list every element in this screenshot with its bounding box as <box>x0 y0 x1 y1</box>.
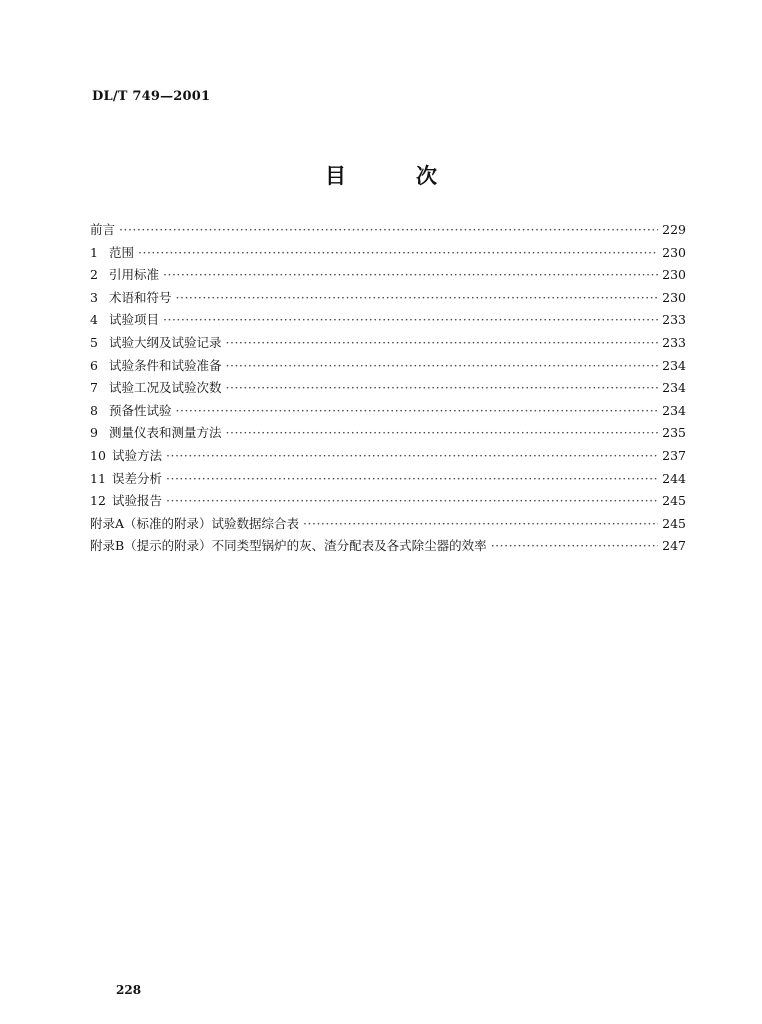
toc-entry-number: 9 <box>90 425 98 441</box>
leader-dots <box>226 355 658 378</box>
leader-dots <box>119 219 658 242</box>
toc-entry-page: 233 <box>662 334 686 350</box>
toc-entry-number: 10 <box>90 447 106 463</box>
toc-entry-page: 237 <box>662 447 686 463</box>
toc-entry-4[interactable] <box>90 309 686 332</box>
toc-entry-number: 7 <box>90 380 98 396</box>
toc-entry-page: 247 <box>662 538 686 554</box>
toc-entry-2[interactable] <box>90 264 686 287</box>
toc-entry-appendix-b[interactable] <box>90 535 686 558</box>
leader-dots <box>491 535 658 558</box>
toc-entry-page: 230 <box>662 244 686 260</box>
toc-entry-label: 术语和符号 <box>109 289 172 305</box>
toc-entry-number: 3 <box>90 289 98 305</box>
toc-entry-page: 229 <box>662 222 686 237</box>
toc-entry-label: 试验报告 <box>112 493 163 509</box>
toc-entry-foreword[interactable] <box>90 219 686 242</box>
leader-dots <box>166 445 658 468</box>
leader-dots <box>303 513 658 536</box>
toc-entry-number: 12 <box>90 493 106 509</box>
toc-entry-label: 试验方法 <box>112 447 163 463</box>
document-code: DL/T 749—2001 <box>92 89 211 104</box>
toc-entry-label: 误差分析 <box>112 470 163 486</box>
toc-entry-label: 前言 <box>90 222 116 237</box>
toc-entry-number: 1 <box>90 244 98 260</box>
toc-entry-page: 234 <box>662 402 686 418</box>
toc-entry-3[interactable] <box>90 287 686 310</box>
toc-entry-11[interactable] <box>90 468 686 491</box>
toc-entry-label: 测量仪表和测量方法 <box>109 425 222 441</box>
leader-dots <box>163 264 658 287</box>
toc-entry-8[interactable] <box>90 400 686 423</box>
toc-entry-label: 试验大纲及试验记录 <box>109 334 222 350</box>
toc-entry-page: 245 <box>662 515 686 531</box>
page-number: 228 <box>116 983 142 997</box>
toc-entry-label: 试验条件和试验准备 <box>109 357 222 373</box>
toc-entry-1[interactable] <box>90 242 686 265</box>
toc-entry-label: 范围 <box>109 244 135 260</box>
leader-dots <box>166 490 658 513</box>
leader-dots <box>226 422 658 445</box>
toc-entry-number: 4 <box>90 312 98 328</box>
toc-entry-number: 2 <box>90 267 98 283</box>
toc-entry-page: 233 <box>662 312 686 328</box>
leader-dots <box>163 309 658 332</box>
toc-entry-label: 试验工况及试验次数 <box>109 380 222 396</box>
toc-entry-page: 235 <box>662 425 686 441</box>
leader-dots <box>166 468 658 491</box>
toc-entry-page: 244 <box>662 470 686 486</box>
toc-entry-7[interactable] <box>90 377 686 400</box>
toc-entry-label: 附录A（标准的附录）试验数据综合表 <box>90 515 300 531</box>
toc-entry-number: 5 <box>90 334 98 350</box>
toc-entry-label: 试验项目 <box>109 312 160 328</box>
toc-entry-number: 8 <box>90 402 98 418</box>
leader-dots <box>226 377 658 400</box>
toc-entry-page: 230 <box>662 267 686 283</box>
leader-dots <box>226 332 658 355</box>
title-part-1: 目 <box>325 164 346 188</box>
toc-entry-page: 230 <box>662 289 686 305</box>
toc-entry-6[interactable] <box>90 355 686 378</box>
toc-entry-page: 234 <box>662 380 686 396</box>
toc-entry-label: 预备性试验 <box>109 402 172 418</box>
toc-entry-label: 附录B（提示的附录）不同类型锅炉的灰、渣分配表及各式除尘器的效率 <box>90 538 487 554</box>
toc-entry-9[interactable] <box>90 422 686 445</box>
title-part-2: 次 <box>416 164 437 188</box>
toc-entry-12[interactable] <box>90 490 686 513</box>
toc-entry-label: 引用标准 <box>109 267 160 283</box>
table-of-contents <box>90 219 686 558</box>
page-title <box>0 160 762 190</box>
leader-dots <box>176 287 658 310</box>
toc-entry-number: 6 <box>90 357 98 373</box>
toc-entry-page: 234 <box>662 357 686 373</box>
leader-dots <box>138 242 658 265</box>
toc-entry-5[interactable] <box>90 332 686 355</box>
leader-dots <box>176 400 658 423</box>
toc-entry-appendix-a[interactable] <box>90 513 686 536</box>
toc-entry-page: 245 <box>662 493 686 509</box>
toc-entry-number: 11 <box>90 470 106 486</box>
toc-entry-10[interactable] <box>90 445 686 468</box>
